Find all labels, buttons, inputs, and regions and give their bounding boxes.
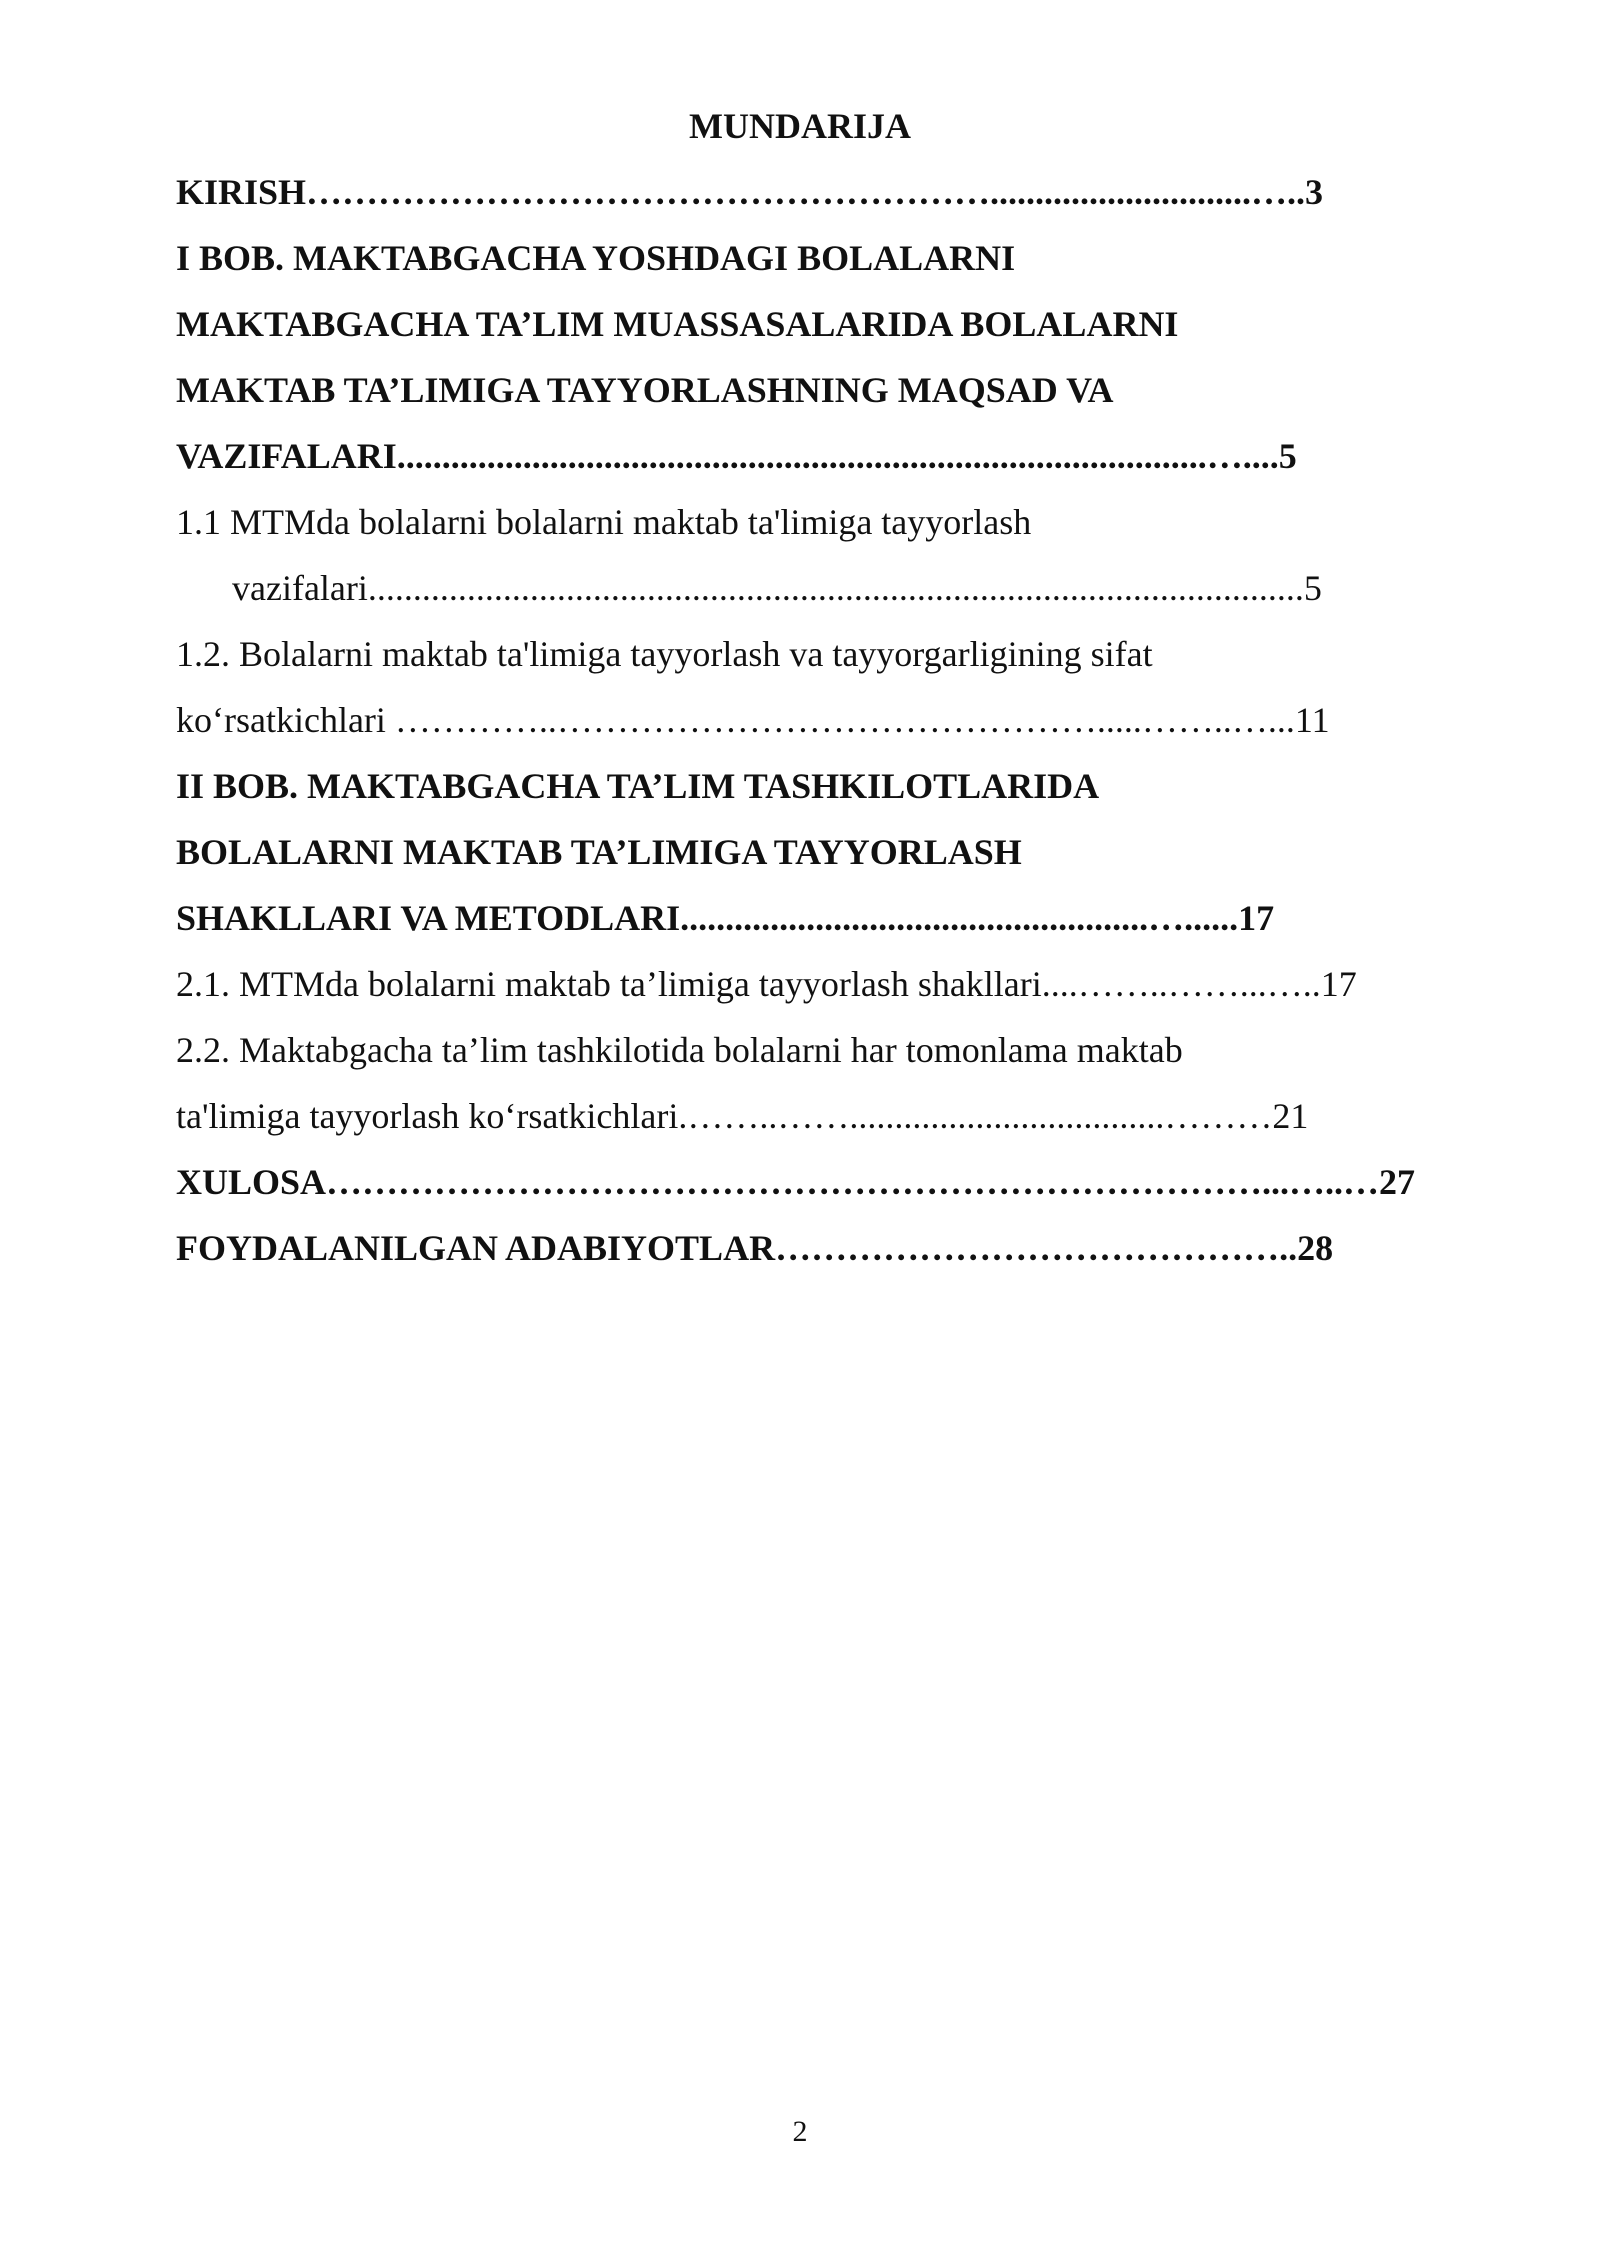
toc-chapter-2-title-line-1: II BOB. MAKTABGACHA TA’LIM TASHKILOTLARIDA xyxy=(176,766,1100,806)
toc-entry-xulosa: XULOSA……………………………………………………………………...…..…27 xyxy=(176,1162,1416,1202)
toc-entry-references: FOYDALANILGAN ADABIYOTLAR……………………………………..28 xyxy=(176,1228,1334,1268)
toc-chapter-1-title-line-3: MAKTAB TA’LIMIGA TAYYORLASHNING MAQSAD VA xyxy=(176,370,1114,410)
toc-section-2-2-line-2: ta'limiga tayyorlash ko‘rsatkichlari.……..……...................................………21 xyxy=(176,1096,1309,1136)
toc-chapter-1-title-line-2: MAKTABGACHA TA’LIM MUASSASALARIDA BOLALARNI xyxy=(176,304,1179,344)
toc-chapter-2-title-line-2: BOLALARNI MAKTAB TA’LIMIGA TAYYORLASH xyxy=(176,832,1022,872)
page-title: MUNDARIJA xyxy=(689,106,911,146)
toc-chapter-2-title-line-3: SHAKLLARI VA METODLARI....................................................…......17 xyxy=(176,898,1275,938)
toc-section-2-1: 2.1. MTMda bolalarni maktab ta’limiga tayyorlash shakllari....……..……...…..17 xyxy=(176,964,1357,1004)
toc-section-1-2-line-2: ko‘rsatkichlari …………..……………………………………….....……..…...11 xyxy=(176,700,1330,740)
toc-section-1-2-line-1: 1.2. Bolalarni maktab ta'limiga tayyorlash va tayyorgarligining sifat xyxy=(176,634,1153,674)
toc-section-1-1-line-1: 1.1 MTMda bolalarni bolalarni maktab ta'limiga tayyorlash xyxy=(176,502,1032,542)
toc-chapter-1-title-line-4: VAZIFALARI..........................................................................................…....5 xyxy=(176,436,1297,476)
toc-section-2-2-line-1: 2.2. Maktabgacha ta’lim tashkilotida bolalarni har tomonlama maktab xyxy=(176,1030,1183,1070)
toc-entry-kirish: KIRISH………………………………………………….............................…..3 xyxy=(176,172,1324,212)
page-number: 2 xyxy=(792,2115,808,2148)
toc-section-1-1-line-2: vazifalari........................................................................................................5 xyxy=(232,568,1322,608)
toc-chapter-1-title-line-1: I BOB. MAKTABGACHA YOSHDAGI BOLALARNI xyxy=(176,238,1016,278)
